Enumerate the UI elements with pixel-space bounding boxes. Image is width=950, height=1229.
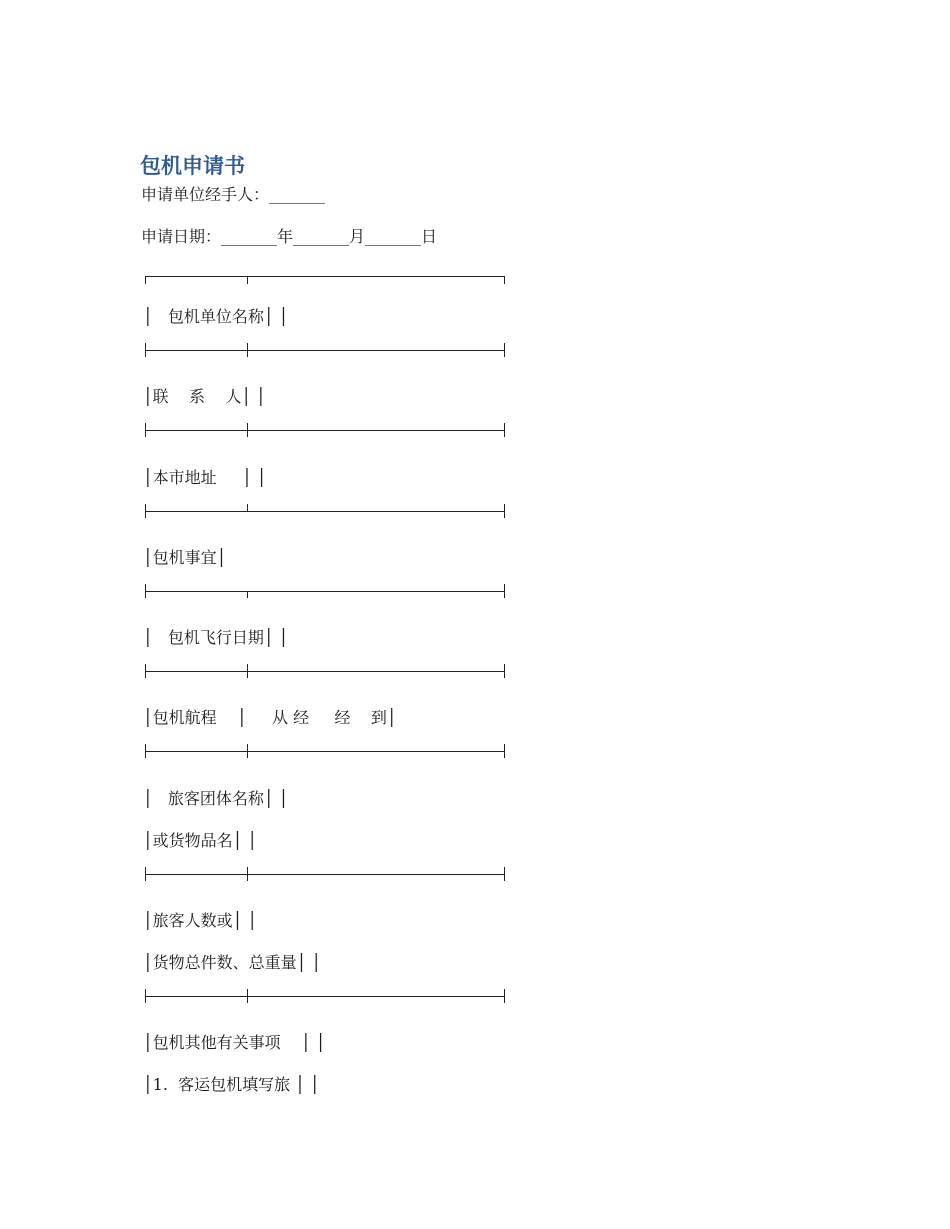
table-row: │联 系 人│ │	[143, 387, 266, 406]
table-row-separator	[145, 664, 505, 678]
table-row: │ 包机单位名称│ │	[143, 307, 289, 326]
table-row: │本市地址 │ │	[143, 468, 267, 487]
table-row-separator	[145, 867, 505, 881]
table-row: │包机航程 │ 从 经 经 到│	[143, 708, 397, 727]
table-row-separator	[145, 504, 505, 518]
table-row: │ 旅客团体名称│ │	[143, 789, 289, 808]
table-row-separator	[145, 744, 505, 758]
table-row: │ 包机飞行日期│ │	[143, 628, 289, 647]
table-row: │货物总件数、总重量│ │	[143, 953, 321, 972]
document-title: 包机申请书	[140, 154, 245, 178]
table-row: │1. 客运包机填写旅 │ │	[143, 1075, 320, 1094]
table-row-separator	[145, 989, 505, 1003]
date-line: 申请日期：_______年_______月_______日	[141, 227, 438, 246]
table-top-border	[145, 270, 505, 284]
table-row: │包机事宜│	[143, 548, 227, 567]
table-row-separator	[145, 343, 505, 357]
table-row-separator	[145, 584, 505, 598]
table-row-separator	[145, 423, 505, 437]
table-row: │包机其他有关事项 │ │	[143, 1033, 326, 1052]
handler-line: 申请单位经手人：_______	[141, 185, 326, 204]
table-row: │或货物品名│ │	[143, 831, 257, 850]
table-row: │旅客人数或│ │	[143, 911, 257, 930]
